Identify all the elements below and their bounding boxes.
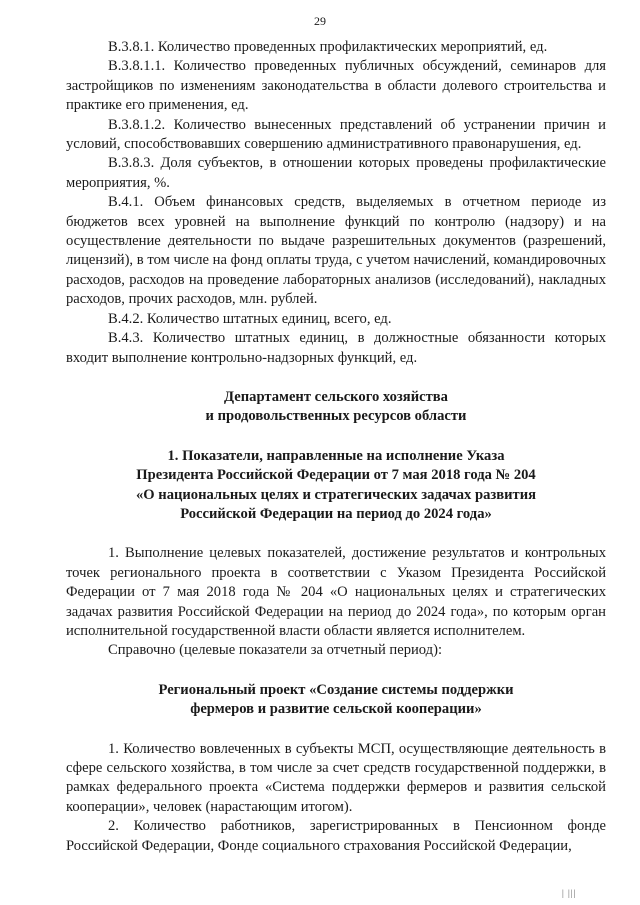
department-heading [66, 388, 606, 427]
heading-line: «О национальных целях и стратегических задачах развития [135, 486, 536, 503]
paragraph: 1. Количество вовлеченных в субъекты МСП, осуществляющие деятельность в сфере сельского хозяйства, в том числе за счет средств государственной поддержки, в рамках федерального проекта «Система поддержки фермеров и развития сельской кооперации», человек (нарастающим итогом). [66, 740, 606, 815]
heading-line: и продовольственных ресурсов области [205, 408, 467, 425]
heading-line: Российской Федерации на период до 2024 года» [180, 505, 492, 522]
paragraph: В.3.8.1.1. Количество проведенных публичных обсуждений, семинаров для застройщиков по изменениям законодательства в области долевого строительства и практике его применения, ед. [66, 58, 606, 114]
page-content [66, 38, 606, 856]
paragraph: В.3.8.1.2. Количество вынесенных представлений об устранении причин и условий, способствовавших совершению административного правонарушения, ед. [66, 116, 606, 153]
paragraph: Справочно (целевые показатели за отчетный период): [108, 642, 443, 659]
heading-line: Президента Российской Федерации от 7 мая 2018 года № 204 [136, 467, 536, 484]
heading-line: Региональный проект «Создание системы поддержки [158, 681, 514, 698]
page-number: 29 [314, 14, 326, 28]
heading-line: фермеров и развитие сельской кооперации» [190, 701, 482, 718]
paragraph: 2. Количество работников, зарегистрированных в Пенсионном фонде Российской Федерации, Фонде социального страхования Российской Федерации, [66, 818, 606, 854]
section-heading [66, 447, 606, 525]
paragraph: В.4.1. Объем финансовых средств, выделяемых в отчетном периоде из бюджетов всех уровней на выполнение функций по контролю (надзору) и на осуществление деятельности по выдаче разрешительных документов (разрешений, лицензий), в том числе на фонд оплаты труда, с учетом начислений, командировочных расходов, расходов на проведение лабораторных анализов (исследований), накладных расходов, прочих расходов, млн. рублей. [66, 194, 606, 308]
heading-line: 1. Показатели, направленные на исполнение Указа [167, 447, 505, 464]
paragraph: В.3.8.1. Количество проведенных профилактических мероприятий, ед. [108, 39, 548, 55]
heading-line: Департамент сельского хозяйства [224, 388, 448, 405]
paragraph: 1. Выполнение целевых показателей, достижение результатов и контрольных точек регионального проекта в соответствии с Указом Президента Российской Федерации от 7 мая 2018 года № 204 «О национальных целях и стратегических задачах развития Российской Федерации на период до 2024 года», по которым орган исполнительной государственной власти области является исполнителем. [66, 545, 606, 639]
paragraph: В.4.3. Количество штатных единиц, в должностные обязанности которых входит выполнение контрольно-надзорных функций, ед. [66, 330, 606, 366]
paragraph: В.4.2. Количество штатных единиц, всего, ед. [108, 310, 392, 327]
project-heading [66, 681, 606, 720]
paragraph: В.3.8.3. Доля субъектов, в отношении которых проведены профилактические мероприятия, %. [66, 155, 606, 191]
scan-mark: | ||| [562, 888, 577, 898]
